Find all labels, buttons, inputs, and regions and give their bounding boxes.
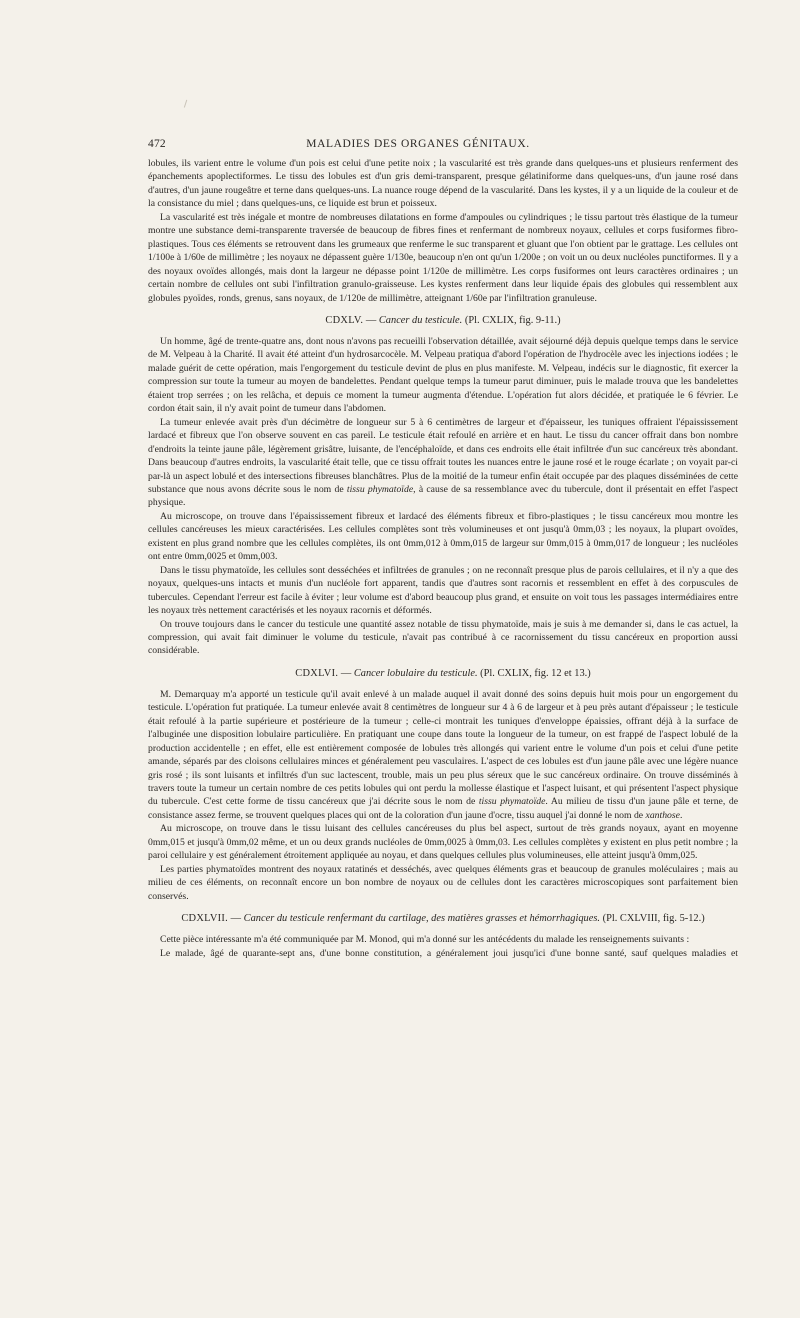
paragraph	[148, 688, 738, 823]
section-heading: CDXLVI. — Cancer lobulaire du testicule. (Pl. CXLIX, fig. 12 et 13.)	[295, 667, 591, 679]
case-number: CDXLV.	[325, 314, 364, 326]
paragraph	[148, 416, 738, 510]
paper-mark	[184, 100, 189, 109]
case-number: CDXLVI.	[295, 667, 339, 679]
paragraph: Au microscope, on trouve dans le tissu luisant des cellules cancéreuses du plus bel aspect, surtout de très grands noyaux, ayant en moyenne 0mm,015 et jusqu'à 0mm,02 même, et un ou deux grands nucléoles de 0mm,0025 à 0mm,03. Les cellules complètes y existent en plus petit nombre ; la paroi cellulaire y est généralement étroitement appliquée au noyau, et dans quelques cellules plus volumineuses, elle atteint jusqu'à 0mm,025.	[148, 823, 738, 862]
running-header	[148, 138, 688, 154]
italic-term: tissu phymatoïde	[478, 796, 546, 808]
text-run: . Au milieu de tissu d'un jaune pâle et terne, de consistance assez ferme, se trouvent quelques places qui ont de la coloration d'un jaune d'ocre, tissu auquel j'ai donné le nom de	[148, 796, 738, 821]
paragraph: Au microscope, on trouve dans l'épaississement fibreux et lardacé des éléments fibreux et fibro-plastiques ; le tissu cancéreux mou montre les cellules cancéreuses les mieux caractérisées. Les cellules complètes sont très volumineuses et ont jusqu'à 0mm,03 ; les noyaux, la plupart ovoïdes, existent en plus grand nombre que les cellules complètes, ils ont 0mm,012 à 0mm,015 de largeur sur 0mm,015 à 0mm,017 de longueur ; les nucléoles ont entre 0mm,0025 et 0mm,003.	[148, 510, 738, 563]
section-heading: CDXLVII. — Cancer du testicule renfermant du cartilage, des matières grasses et hémorrhagiques. (Pl. CXLVIII, fig. 5-12.)	[181, 913, 705, 925]
case-title: Cancer du testicule renfermant du cartilage, des matières grasses et hémorrhagiques.	[243, 913, 600, 925]
paragraph: Un homme, âgé de trente-quatre ans, dont nous n'avons pas recueilli l'observation détaillée, avait séjourné déjà depuis quelque temps dans le service de M. Velpeau à la Charité. Il avait été atteint d'un hydrosarcocèle. M. Velpeau pratiqua d'abord l'opération de l'hydrocèle avec les injections iodées ; le malade guérit de cette opération, mais l'engorgement du testicule devint de plus en plus manifeste. M. Velpeau, indécis sur le diagnostic, fit exercer la compression sur toute la tumeur au moyen de bandelettes. Pendant quelque temps la tumeur parut diminuer, puis le malade trouva que les bandelettes étaient trop serrées ; on les relâcha, et depuis ce moment la tumeur augmenta d'étendue. L'opération fut alors décidée, et pratiquée le 6 février. Le cordon était sain, il n'y avait point de tumeur dans l'abdomen.	[148, 335, 738, 415]
case-title: Cancer du testicule.	[378, 314, 463, 326]
paragraph: La vascularité est très inégale et montre de nombreuses dilatations en forme d'ampoules ou cylindriques ; le tissu partout très élastique de la tumeur montre une substance demi-transparente traversée de beaucoup de fibres fines et renfermant de nombreux noyaux, cellules et corps fusiformes fibro-plastiques. Tous ces éléments se retrouvent dans les grumeaux que renferme le suc transparent et gluant que l'on obtient par le grattage. Les cellules ont 1/100e à 1/60e de millimètre ; les noyaux ne dépassent guère 1/130e, beaucoup n'en ont qu'un 1/200e ; on voit un ou deux nucléoles punctiformes. Il y a des noyaux ovoïdes allongés, mais dont la largeur ne dépasse point 1/120e de millimètre. Les corps fusiformes ont leurs caractères ordinaires ; un certain nombre de cellules ont subi l'infiltration granulo-graisseuse. Les kystes renferment dans leur liquide épais des globules qui ressemblent aux globules pyoïdes, ronds, grenus, sans noyaux, de 1/120e de millimètre, atteignant 1/60e par l'infiltration granuleuse.	[148, 211, 738, 304]
paragraph: On trouve toujours dans le cancer du testicule une quantité assez notable de tissu phymatoïde, mais je suis à me demander si, dans le cas actuel, la compression, qui avait fait diminuer le volume du testicule, n'avait pas contribué à ce racornissement du tissu cancéreux en proportion aussi considérable.	[148, 618, 738, 657]
paragraph: lobules, ils varient entre le volume d'un pois est celui d'une petite noix ; la vascularité est très grande dans quelques-uns et plusieurs renferment des épanchements apoplectiformes. Le tissu des lobules est d'un gris demi-transparent, presque gélatiniforme dans quelques-uns, d'un jaune rosé dans d'autres, d'un jaune rougeâtre et terne dans quelques-uns. La nuance rouge dépend de la vascularité. Dans les kystes, il y a un liquide de la couleur et de la consistance du miel ; dans quelques-uns, ce liquide est brun et poisseux.	[148, 158, 738, 210]
plate-reference: (Pl. CXLIX, fig. 12 et 13.)	[480, 667, 591, 679]
text-run: La tumeur enlevée avait près d'un décimètre de longueur sur 5 à 6 centimètres de largeur et d'épaisseur, les tuniques offraient l'épaississement lardacé et fibreux que l'on observe souvent en cas pareil. Le testicule était refoulé en arrière et en haut. Le tissu du cancer offrait dans bon nombre d'endroits la teinte jaune pâle, légèrement grisâtre, luisante, de l'encéphaloïde, et dans ces endroits elle était infiltrée d'un suc cancéreux très abondant. Dans beaucoup d'autres endroits, la vascularité était telle, que ce tissu offrait toutes les nuances entre le jaune rosé et le rouge écarlate ; on voyait par-ci par-là un aspect lobulé et des intersections fibreuses blanchâtres. Plus de la moitié de la tumeur enfin était occupée par des plaques disséminées de cette substance que nous avons décrite sous le nom de	[148, 416, 738, 495]
section-heading: CDXLV. — Cancer du testicule. (Pl. CXLIX, fig. 9-11.)	[325, 314, 561, 326]
body-text	[148, 157, 738, 960]
paragraph: Les parties phymatoïdes montrent des noyaux ratatinés et desséchés, avec quelques éléments gras et beaucoup de granules moléculaires ; mais au milieu de ces éléments, on reconnaît encore un bon nombre de noyaux ou de cellules dont les caractères microscopiques sont parfaitement bien conservés.	[148, 863, 738, 902]
paragraph: Dans le tissu phymatoïde, les cellules sont desséchées et infiltrées de granules ; on ne reconnaît presque plus de parois cellulaires, et il n'y a que des noyaux, quelques-uns intacts et munis d'un nucléole fort apparent, tandis que d'autres sont racornis et ressemblent en effet à des corpuscules de tubercules. Cependant l'erreur est facile à éviter ; leur volume est d'abord beaucoup plus grand, et ensuite on voit tous les passages intermédiaires entre les noyaux très nettement caractérisés et les noyaux racornis et déformés.	[148, 564, 738, 617]
italic-term: xanthose	[645, 809, 680, 821]
text-run: , à cause de sa ressemblance avec du tubercule, dont il présentait en effet l'aspect physique.	[148, 483, 738, 509]
italic-term: tissu phymatoïde	[346, 483, 414, 495]
text-run: M. Demarquay m'a apporté un testicule qu'il avait enlevé à un malade auquel il avait donné des soins depuis huit mois pour un engorgement du testicule. L'opération fut pratiquée. La tumeur enlevée avait 8 centimètres de longueur sur 4 à 6 de largeur et à peu près autant d'épaisseur ; le testicule était refoulé à la partie supérieure et postérieure de la tumeur ; celle-ci montrait les tuniques d'enveloppe épaissies, offrant déjà à la surface de l'albuginée une disposition lobulaire particulière. En pratiquant une coupe dans toute la longueur de la tumeur, on est frappé de l'aspect lobulé de la production accidentelle ; en effet, elle est entièrement composée de lobules très allongés qui varient entre le volume d'un pois et celui d'une petite amande, séparés par des cloisons cellulaires minces et généralement peu vasculaires. L'aspect de ces lobules est d'un jaune pâle avec une légère nuance gris rosé ; ils sont luisants et infiltrés d'un suc lactescent, trouble, mais un peu plus séreux que le suc cancéreux ordinaire. On trouve disséminés à travers toute la tumeur un certain nombre de ces petits lobules qui ont perdu la mollesse élastique et l'aspect luisant, et qui présentent l'aspect physique du tubercule. C'est cette forme de tissu cancéreux que j'ai décrite sous le nom de	[148, 688, 738, 808]
page-title: MALADIES DES ORGANES GÉNITAUX.	[306, 138, 530, 150]
case-number: CDXLVII.	[181, 913, 229, 925]
text-run: .	[679, 809, 683, 821]
page-number: 472	[148, 138, 166, 150]
paragraph: Cette pièce intéressante m'a été communiquée par M. Monod, qui m'a donné sur les antécédents du malade les renseignements suivants :	[160, 934, 690, 946]
paragraph: Le malade, âgé de quarante-sept ans, d'une bonne constitution, a généralement joui jusqu'ici d'une bonne santé, sauf quelques maladies et	[160, 947, 738, 959]
plate-reference: (Pl. CXLVIII, fig. 5-12.)	[602, 913, 705, 925]
plate-reference: (Pl. CXLIX, fig. 9-11.)	[464, 314, 561, 326]
case-title: Cancer lobulaire du testicule.	[353, 667, 478, 679]
